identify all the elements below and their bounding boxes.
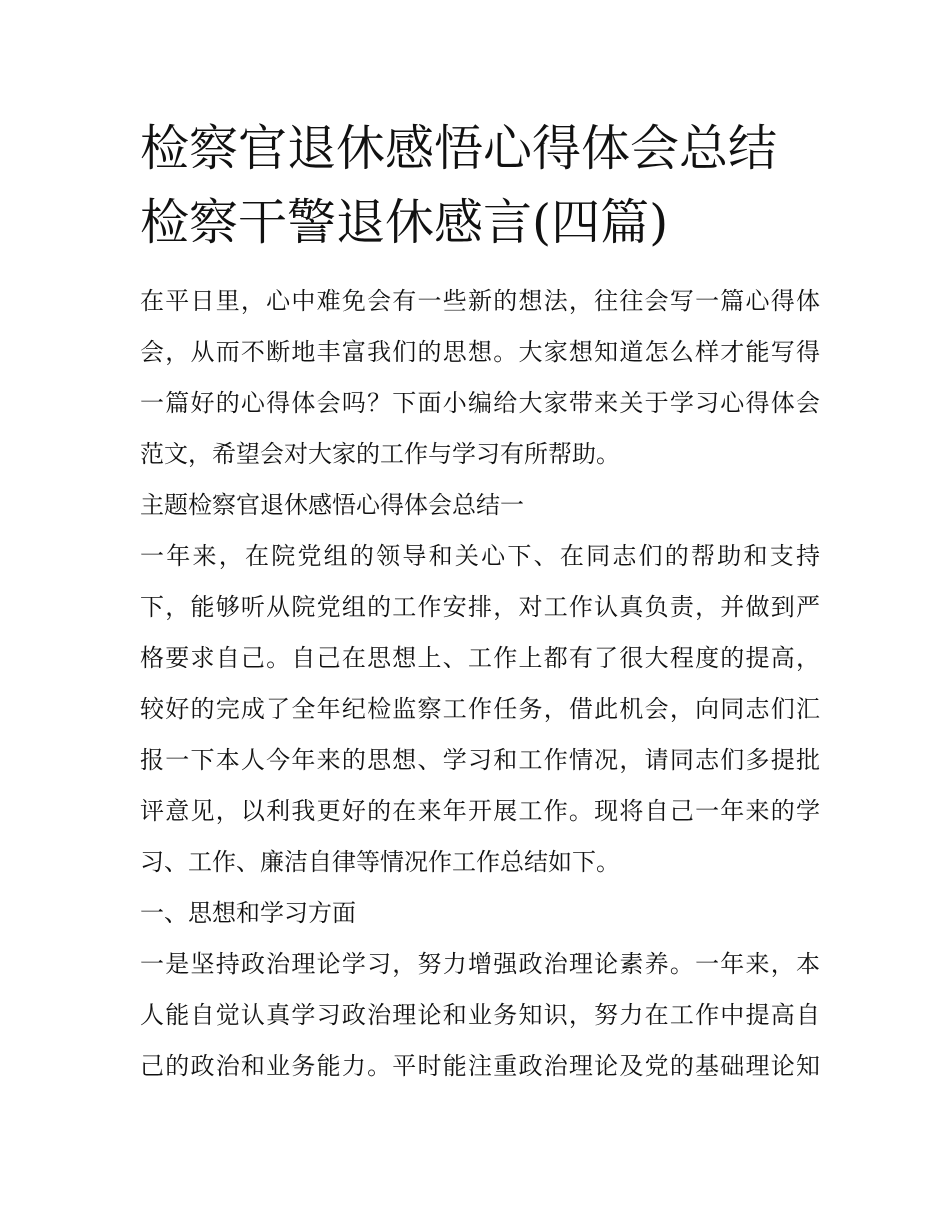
- paragraph-1-line-7: 习、工作、廉洁自律等情况作工作总结如下。: [140, 848, 620, 876]
- intro-line-1: 在平日里，心中难免会有一些新的想法，往往会写一篇心得体: [140, 287, 820, 315]
- section-title: 主题检察官退休感悟心得体会总结一: [140, 491, 524, 519]
- paragraph-1-line-5: 报一下本人今年来的思想、学习和工作情况，请同志们多提批: [140, 746, 820, 774]
- intro-line-3: 一篇好的心得体会吗？下面小编给大家带来关于学习心得体会: [140, 389, 820, 417]
- document-title-line-1: 检察官退休感悟心得体会总结: [140, 120, 778, 177]
- paragraph-1-line-1: 一年来，在院党组的领导和关心下、在同志们的帮助和支持: [140, 542, 820, 570]
- intro-line-2: 会，从而不断地丰富我们的思想。大家想知道怎么样才能写得: [140, 338, 820, 366]
- paragraph-1-line-4: 较好的完成了全年纪检监察工作任务，借此机会，向同志们汇: [140, 695, 820, 723]
- heading-1: 一、思想和学习方面: [140, 899, 356, 927]
- paragraph-1-line-3: 格要求自己。自己在思想上、工作上都有了很大程度的提高，: [140, 644, 820, 672]
- paragraph-2-line-2: 人能自觉认真学习政治理论和业务知识，努力在工作中提高自: [140, 1001, 820, 1029]
- paragraph-1-line-2: 下，能够听从院党组的工作安排，对工作认真负责，并做到严: [140, 593, 820, 621]
- paragraph-2-line-1: 一是坚持政治理论学习，努力增强政治理论素养。一年来，本: [140, 950, 820, 978]
- paragraph-2-line-3: 己的政治和业务能力。平时能注重政治理论及党的基础理论知: [140, 1052, 820, 1080]
- document-title-line-2: 检察干警退休感言(四篇): [140, 194, 669, 251]
- paragraph-1-line-6: 评意见，以利我更好的在来年开展工作。现将自己一年来的学: [140, 797, 820, 825]
- intro-line-4: 范文，希望会对大家的工作与学习有所帮助。: [140, 440, 620, 468]
